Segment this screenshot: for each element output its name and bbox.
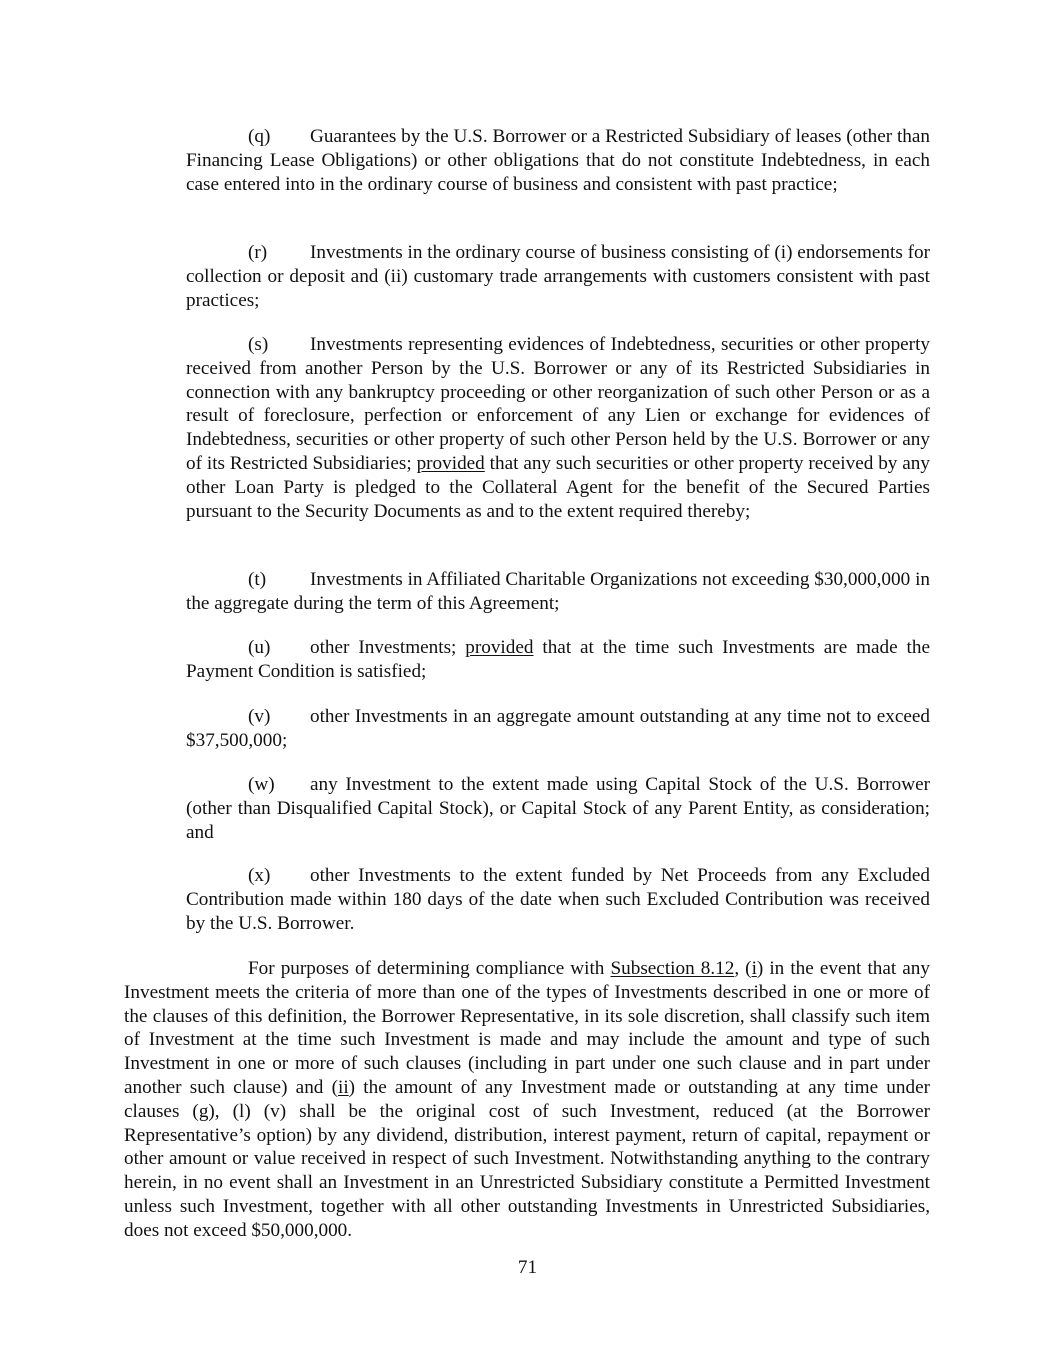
item-marker-i: i xyxy=(751,958,757,979)
clause-tag: (r) xyxy=(248,242,268,263)
clause-tag: (v) xyxy=(248,706,271,727)
clause-text: any Investment to the extent made using Capital Stock of the U.S. Borrower (other than Disqualified Capital Stock), or Capital Stock of any Parent Entity, as consideration; and xyxy=(186,774,930,843)
closing-text: ) the amount of any Investment made or outstanding at any time under clauses (g), (l) (v) shall be the original cost of such Investment, reduced (at the Borrower Representative’s option) by any dividend, distribution, interest payment, return of capital, repayment or other amount or value received in respect of such Investment. Notwithstanding anything to the contrary herein, in no event shall an Investment in an Unrestricted Subsidiary constitute a Permitted Investment unless such Investment, together with all other outstanding Investments in Unrestricted Subsidiaries, does not exceed $50,000,000. xyxy=(124,1076,930,1241)
clause-text: other Investments; xyxy=(310,637,466,658)
clause-text: other Investments to the extent funded by Net Proceeds from any Excluded Contribution made within 180 days of the date when such Excluded Contribution was received by the U.S. Borrower. xyxy=(186,865,930,934)
clause-v xyxy=(186,705,930,753)
clause-text: Investments in the ordinary course of business consisting of (i) endorsements for collection or deposit and (ii) customary trade arrangements with customers consistent with past practices; xyxy=(186,242,930,311)
clause-text: Guarantees by the U.S. Borrower or a Restricted Subsidiary of leases (other than Financing Lease Obligations) or other obligations that do not constitute Indebtedness, in each case entered into in the ordinary course of business and consistent with past practice; xyxy=(186,126,930,195)
clause-text: Investments in Affiliated Charitable Organizations not exceeding $30,000,000 in the aggregate during the term of this Agreement; xyxy=(186,569,930,614)
provided-term: provided xyxy=(416,452,485,474)
clause-w xyxy=(186,773,930,844)
closing-text: , ( xyxy=(734,958,752,979)
clause-tag: (t) xyxy=(248,569,267,590)
clause-q xyxy=(186,125,930,196)
clause-tag: (u) xyxy=(248,637,271,658)
clause-text: other Investments in an aggregate amount outstanding at any time not to exceed $37,500,000; xyxy=(186,706,930,751)
clause-text: that any such securities or other property received by any other Loan Party is pledged to the Collateral Agent for the benefit of the Secured Parties pursuant to the Security Documents as and to the extent required thereby; xyxy=(186,452,930,522)
closing-paragraph xyxy=(124,957,930,1243)
closing-text: For purposes of determining compliance with xyxy=(248,958,611,979)
closing-text: ) in the event that any Investment meets the criteria of more than one of the types of Investments described in one or more of the clauses of this definition, the Borrower Representative, in its sole discretion, shall classify such item of Investment at the time such Investment is made and may include the amount and type of such Investment in one or more of such clauses (including in part under one such clause and in part under another such clause) and ( xyxy=(124,958,930,1098)
clause-u xyxy=(186,636,930,684)
clause-tag: (q) xyxy=(248,126,271,147)
provided-term: provided xyxy=(465,637,534,658)
clause-x xyxy=(186,864,930,935)
clause-text: Investments representing evidences of Indebtedness, securities or other property received from another Person by the U.S. Borrower or any of its Restricted Subsidiaries in connection with any bankruptcy proceeding or other reorganization of such other Person or as a result of foreclosure, perfection or enforcement of any Lien or exchange for evidences of Indebtedness, securities or other property of such other Person held by the U.S. Borrower or any of its Restricted Subsidiaries; xyxy=(186,334,930,474)
clause-tag: (w) xyxy=(248,774,275,795)
item-marker-ii: ii xyxy=(338,1076,349,1098)
clause-tag: (s) xyxy=(248,334,269,355)
subsection-reference: Subsection 8.12 xyxy=(610,958,735,979)
clause-s xyxy=(186,333,930,523)
clause-tag: (x) xyxy=(248,865,271,886)
clause-t xyxy=(186,568,930,616)
clause-text: that at the time such Investments are made the Payment Condition is satisfied; xyxy=(186,637,930,682)
clause-r xyxy=(186,241,930,312)
page-number: 71 xyxy=(517,1257,538,1278)
